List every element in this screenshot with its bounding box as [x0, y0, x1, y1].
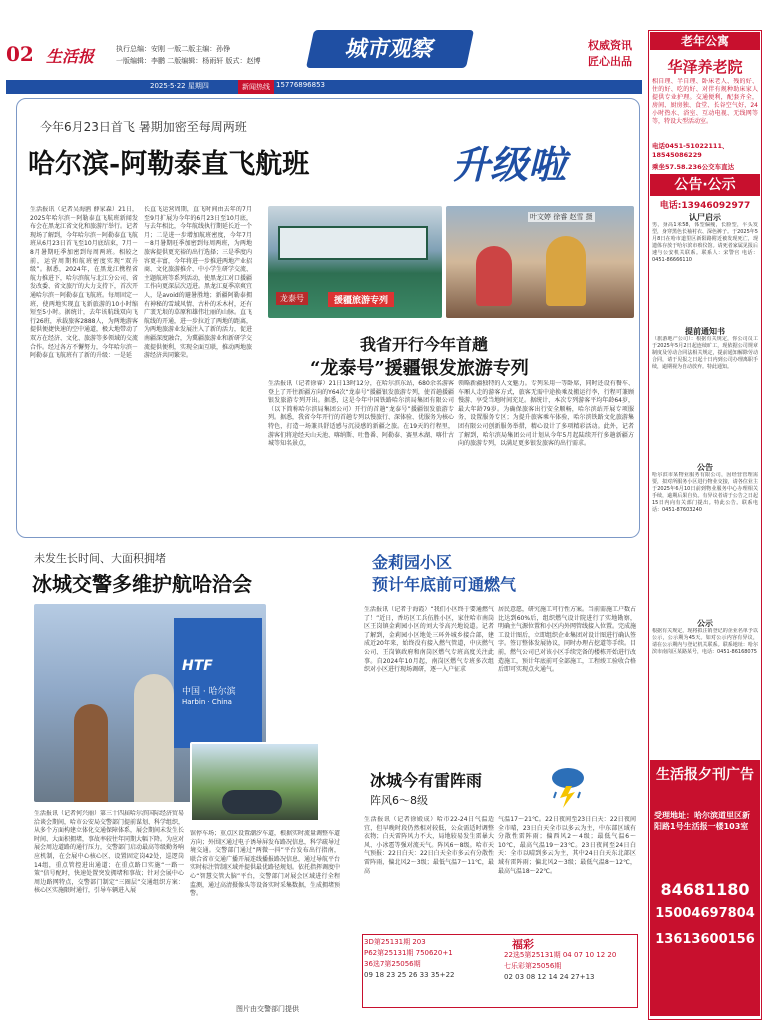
issue-date: 2025·5·22 星期四: [150, 82, 209, 90]
lottery-qile-numbers: 02 03 08 12 14 24 27+13: [504, 973, 595, 981]
htf-sign: [174, 618, 262, 748]
a3-column-1: 生活报讯（记者何兴丽）第三十四届哈尔滨国际经济贸易洽谈会期间，哈市公安局交警部门提前谋划、科学组织，从多个方面构建立体化交通保障体系，展会期间未发生长时间、大面积拥堵，事故率较往年同期大幅下降。为应对展会周边道路的通行压力，交警部门启动最高等级勤务响应机制，在会展中心核心区、设置固定岗42处，巡逻岗14组，重点管控进出通道；在重点路口实施“一路一策”信号配时，快速处置突发拥堵和事故；针对会展中心周边路网特点，交警部门制定“三圈层”交通组织方案：核心区实施限时通行，引导车辆进入展: [34, 810, 184, 895]
lottery-right: [504, 950, 638, 1018]
notice-4-text: 根据有关规定，现将拟注销登记的企业名单予以公示，公示期为45天。如对公示内容有异议，请在公示期内与登记机关联系。联系地址：哈尔滨市南岗区某路某号，电话：0451-86168075: [652, 628, 758, 655]
a5-column-1: 生活报讯（记者徐殿成）哈市22-24日气温适宜，但早晚时段仍然相对较低，公众需适时调整衣物；白天雷阵风力不大，局地较易发生雷暴大风、小冰雹等强对流天气。阵风6～8级。哈市天气预报：22日白天：22日白天全市多云有分散性雷阵雨，偏北风2～3级；最低气温7～11℃，最高: [364, 816, 494, 875]
train-photo: [268, 206, 442, 318]
nursing-home-phone: 电话0451-51022111、18545086229: [652, 142, 729, 159]
notice-3-text: 哈尔滨市某物业服务有限公司，因经营管理需要，拟对所服务小区进行物业交接，请各位业主于2025年6月10日前到物业服务中心办理相关手续，逾期后果自负。有异议者请于公告之日起15日内向有关部门提出。特此公告。联系电话：0451-87603240: [652, 472, 758, 513]
a4-title-line2: 预计年底前可通燃气: [372, 575, 517, 594]
slogan: [588, 38, 632, 70]
section-banner: 城市观察: [306, 30, 474, 68]
editors-line2: 一版编辑：李鹏 二版编辑：杨雨轩 版式：赵博: [116, 57, 261, 65]
a4-title-line1: 金莉园小区: [372, 553, 453, 572]
thunderstorm-icon: [548, 764, 588, 808]
lottery-p62: P62第25131期 750620+1: [364, 949, 453, 957]
officer-figure: [134, 674, 174, 802]
lottery-qile: 七乐彩第25056期: [504, 962, 562, 970]
a5-column-2: 气温17～21℃。22日夜间至23日白天：22日夜间全市晴，23日白天全市以多云为主，中东部区域有分散性雷阵雨；偏西风2～4级；最低气温6～10℃，最高气温19～23℃。23日夜间至24日白天：全市以晴到多云为主，其中24日白天东北部区域有雷阵雨；偏北风2～3级；最低气温8～12℃，最高气温18～22℃。: [498, 816, 636, 875]
nursing-home-address: 乘坐57.58.236公交车直达: [652, 163, 735, 171]
notice-phone: 电话:13946092977: [659, 201, 751, 211]
editor-credits: [116, 43, 306, 67]
a3-photo-credit: 图片由交警部门提供: [236, 1005, 299, 1013]
notice-1-title: 认尸启示: [689, 213, 721, 222]
passengers-photo: [446, 206, 634, 318]
editors-line1: 执行总编：安刚 一版二版主编：孙铮: [116, 45, 231, 53]
notice-bar: 公告·公示: [650, 174, 760, 196]
a1-column-2: 长直飞运营周期，直飞时间由去年的7月至9月扩展为今年的6月23日至10月底，与去年相比，今年航线执行期延长近一个月；二是进一步增加航班密度，今年7月－8月暑期旺季加密到每周两班，为两地旅客提供更充裕的出行选择；三是季度内容更丰富，今年将进一步推进两地产业招商、文化旅游推介、中小学生研学交流、主题航班等系列活动，使黑龙江对口援疆工作向更深层次迈进。黑龙江夏季凉爽宜人，是avoid的避暑胜地；新疆阿勒泰拥有神秘的雪域风情、古朴的禾木村，还有广袤无垠的草原和雄伟壮丽的山脉。直飞航线的开通，进一步拉近了两地的距离，为两地旅游业发展注入了新的活力，促进南疆深度融合，为冀疆旅游业和新研学交流提供便利，实现全面互联，推动两地旅游经济共同繁荣。: [144, 206, 252, 360]
a4-column-1: 生活报讯（记者于海霞）“我们小区终于要通燃气了！”近日，香坊区工兵伍胜小区，家住哈市南岗区王岗镇金莉园小区的刘大爷高兴地说道。记者了解到，金莉园小区地处三环外城乡接合部，建成近20年来，始终没有接入燃气管道，中庆燃气公司、王岗镇政府和南岗区燃气专班高度关注此事。自2024年10月起，南岗区燃气专班多次组织对小区进行现场调研，逐一入户征求: [364, 606, 494, 674]
train-brand-label: 龙泰号: [276, 292, 308, 305]
slogan-line2: 匠心出品: [588, 55, 632, 68]
sign-chinese: 中国 · 哈尔滨: [182, 687, 236, 697]
a1-kicker: 今年6月23日首飞 暑期加密至每周两班: [40, 120, 247, 134]
patrol-inset-photo: [190, 742, 320, 822]
passenger-2: [546, 236, 586, 306]
notice-2-title: 提前通知书: [685, 327, 725, 336]
classified-phone-1: 84681180: [660, 880, 750, 899]
a2-title-line2: “龙泰号”援疆银发旅游专列: [310, 358, 529, 379]
newspaper-brand: 生活报: [46, 47, 95, 66]
a5-title: 冰城今有雷阵雨: [370, 771, 483, 790]
htf-logo-text: HTF: [182, 658, 213, 674]
a3-title: 冰城交警多维护航哈洽会: [32, 572, 252, 596]
fucai-logo: 福彩: [512, 938, 534, 951]
train-window: [278, 226, 428, 260]
passenger-1: [476, 246, 512, 306]
classified-ad-title: 生活报夕刊广告: [656, 767, 754, 783]
a2-column-2: 领略新疆独特的人文魅力。专列采用一等卧席，同时还设有餐车、车厢人走的游客方式，旅客无需中途换乘及搬运行李，行程可兼顾慢游、享受当地时间充足。据统计，本次专列游客平均年龄64岁，最大年龄79岁。为确保旅客出行安全顺畅，哈尔滨站开展专项服务，设置服务专区；为提升旅客乘车体验，哈尔滨铁路文化旅游集团有限公司创新服务举措，精心设计了多项精彩活动。此外，记者了解到，哈尔滨局集团公司计划从今年5月起陆续开行多趟新疆方向的旅游专列，以满足更多银发旅客的出行需求。: [458, 380, 634, 448]
notice-3-title: 公告: [697, 463, 713, 472]
notice-4-title: 公示: [697, 619, 713, 628]
a4-column-2: 居民意愿，研究施工可行性方案。当前需施工户数占比达到60%后，组织燃气设计院进行了实地勘察，明确主气源位置和小区内外网管线接入位置。完成施工设计图后，立即组织企业集团对设计图进行确认签字。签订整体发展协议，同时办理占挖道等手续。目前，燃气公司已对该小区手续完备的楼栋开始进行改造施工，预计年底前可全部施工，工程竣工验收合格后即可实现点火通气。: [498, 606, 636, 674]
lottery-22-5: 22选5第25131期 04 07 10 12 20: [504, 951, 617, 959]
a2-column-1: 生活报讯（记者徐睿）21日13时12分，在哈尔滨东站，680余名游客登上了开往新疆方向的Y64次“龙泰号”援疆银发旅游专列，使首趟援疆银发旅游专列开出。据悉，这是今年中国铁路哈尔滨局集团有限公司（以下简称哈尔滨局集团公司）开行的首趟“龙泰号”援疆银发旅游专列。据悉，我省今年开行的首趟专列以慢旅行、深体验、优服务为核心特色，打造一场兼具舒适感与沉浸感的新疆之旅。在19天的行程里，游客们将途经天山天池、喀纳斯、吐鲁番、阿勒泰、赛里木湖、喀什古城等知名景点，: [268, 380, 454, 448]
notice-2-text: （旅游地产公司）：根据有关规定，你公司员工于2025年5月2日起连续旷工，现依据公司规章制度及劳动合同法相关规定，提前通知解除劳动合同，请于见报之日起十日内到公司办理离职手续，逾期视为自动放弃。特此通知。: [652, 336, 758, 370]
sidebar-top-bar: 老年公寓: [650, 32, 760, 50]
photo-credit: 叶文婷 徐睿 赵雪 摄: [530, 213, 593, 221]
a3-kicker: 未发生长时间、大面积拥堵: [34, 552, 166, 565]
a5-subtitle: 阵风6～8级: [370, 794, 428, 807]
a1-title-highlight: 升级啦: [452, 142, 567, 187]
slogan-line1: 权威资讯: [588, 39, 632, 52]
pedestrian-figure: [74, 704, 108, 802]
classified-ad-address: 受理地址：哈尔滨道里区新阳路1号生活报一楼103室: [654, 811, 750, 831]
nursing-home-desc: 相自理、半自理、卧床老人、残的好、住的好、吃的好、对伴有规种助床家人提供专业护理。交通便利，配套齐全，房间、厨房独、食堂、长谷空气好，24小时热水、浴室、互动电视、无线网等等，特设大型活动室。: [652, 78, 758, 125]
motorcycle-shape: [222, 790, 282, 814]
nursing-home-name: 华泽养老院: [667, 58, 743, 76]
lottery-36-7-numbers: 09 18 23 25 26 33 35+22: [364, 971, 455, 979]
hotline-label: 新闻热线: [238, 80, 274, 94]
lottery-36-7: 36选7第25056期: [364, 960, 421, 968]
train-banner-label: 援疆旅游专列: [328, 292, 394, 307]
a1-column-1: 生活报讯（记者吴海鸥 薛家森）21日，2025年哈尔滨－阿勒泰直飞航班新闻发布会在黑龙江省文化和旅游厅举行。记者现场了解到，今年哈尔滨－阿勒泰直飞航班从6月23日首飞至10月底结束，7月－8月暑期旺季加密到每周两班。相较之前，运营周期和航班密度实现“双升级”。据悉，2024年，在黑龙江携程省航力推进下，哈尔滨航与北江分公司、省发改委、省文旅厅的大力支持下，首次开通哈尔滨－阿勒泰直飞航班。每周固定一班，使两地实现直飞新旅游的10小时缩短至5小时。据统计，去年该航线双向飞行26班，承载旅客2888人，为两地游客提供便捷快速的空中通道，极大地带动了双方在经济、文化、旅游等多领域的交流合作。经过各方不懈努力，今年哈尔滨－阿勒泰直飞航班有了新的升级：一是延: [30, 206, 138, 360]
sign-english: Harbin · China: [182, 698, 232, 706]
classified-phone-3: 13613600156: [655, 932, 755, 947]
classified-phone-2: 15004697804: [655, 906, 755, 921]
page-number: 02: [6, 42, 34, 66]
a2-title-line1: 我省开行今年首趟: [360, 335, 489, 354]
lottery-left: [364, 937, 504, 1005]
notice-1-text: 男，身高1米58，体型偏瘦，长脸型，平头发型，身穿黑色长袖衬衣、深色裤子。于2025年5月8日在哈市道里区新阳路附近被发现死亡，现遗体存放于哈尔滨市殡仪馆。请死者家属见报后速与公安机关联系。联系人：宋警官 电话：0451-86666110: [652, 222, 758, 263]
lottery-3d: 3D第25131期 203: [364, 938, 426, 946]
a1-title: 哈尔滨-阿勒泰直飞航班: [28, 149, 310, 180]
hotline-number: 15776896853: [276, 81, 325, 89]
a3-column-2: 馆停车场；重点区设置潮汐车道，根据实时流量调整车道方向；外围区通过电子诱导屏发布路况信息，科学疏导过境交通。交警部门通过“两微一抖”平台发布出行指南，联合省市交通广播开展连线播报路况信息，通过导航平台实时标注管制区域并提供最优路径规划。依托指挥调度中心“智慧交管大脑”平台，交警部门对展会区域进行全程监测，通过高清摄像头等设备实时采集数据，生成拥堵预警。: [190, 830, 340, 898]
